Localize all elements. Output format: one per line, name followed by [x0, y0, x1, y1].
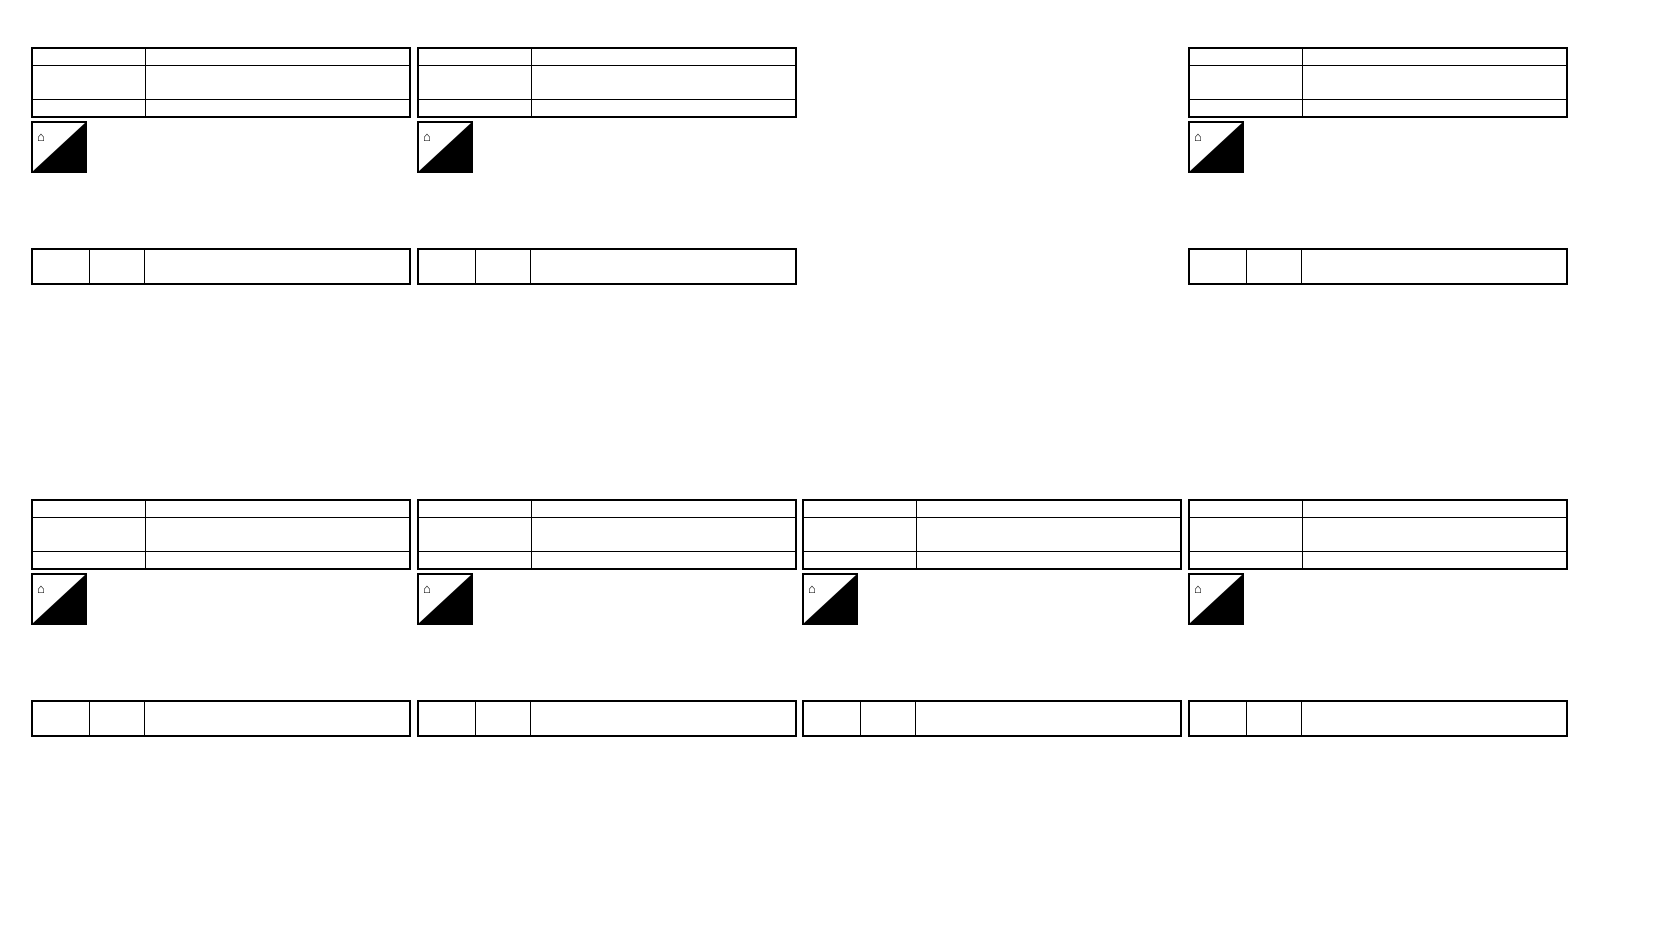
connector-type-label — [418, 100, 532, 118]
connector-name-value — [1303, 518, 1568, 552]
connector-type-label — [418, 552, 532, 570]
terminal-header — [32, 701, 90, 736]
connector-type-value — [146, 100, 411, 118]
connector-panel-m22 — [417, 499, 797, 596]
m7-connector-face — [137, 587, 301, 691]
svg-text:⌂: ⌂ — [37, 581, 45, 596]
connector-header-table — [31, 47, 411, 118]
connector-diagram — [417, 121, 797, 249]
connector-header-table — [1188, 47, 1568, 118]
m6-connector-face — [1294, 135, 1456, 239]
signal-header — [1302, 701, 1568, 736]
connector-type-value — [1303, 100, 1568, 118]
connector-name-label — [32, 518, 146, 552]
color-header — [476, 249, 531, 284]
connector-name-value — [146, 518, 411, 552]
connector-name-value — [917, 518, 1182, 552]
connector-type-value — [532, 552, 797, 570]
svg-text:⌂: ⌂ — [808, 581, 816, 596]
connector-name-value — [146, 66, 411, 100]
terminal-header — [418, 701, 476, 736]
connector-name-label — [418, 518, 532, 552]
connector-no-label — [418, 48, 532, 66]
hs-harness-side-icon — [1188, 573, 1244, 625]
connector-diagram — [1188, 121, 1568, 249]
connector-no-label — [32, 500, 146, 518]
connector-type-value — [146, 552, 411, 570]
terminal-header — [803, 701, 861, 736]
hs-harness-side-icon — [1188, 121, 1244, 173]
signal-header — [531, 249, 797, 284]
color-header — [1247, 701, 1302, 736]
connector-diagram — [31, 121, 411, 249]
connector-header-table — [31, 499, 411, 570]
connector-no-label — [32, 48, 146, 66]
color-header — [861, 701, 916, 736]
connector-name-label — [418, 66, 532, 100]
svg-text:⌂: ⌂ — [37, 129, 45, 144]
signal-table — [31, 248, 411, 285]
connector-name-label — [1189, 66, 1303, 100]
svg-text:⌂: ⌂ — [423, 129, 431, 144]
terminal-header — [1189, 249, 1247, 284]
connector-no-label — [1189, 48, 1303, 66]
connector-diagram — [802, 573, 1182, 701]
signal-header — [1302, 249, 1568, 284]
signal-header — [531, 701, 797, 736]
color-header — [476, 701, 531, 736]
connector-panel-m7 — [31, 499, 411, 596]
m26-connector-face — [1268, 607, 1490, 667]
connector-no-value — [917, 500, 1182, 518]
m1-connector-face — [155, 149, 291, 219]
signal-table — [417, 700, 797, 737]
connector-name-label — [1189, 518, 1303, 552]
terminal-header — [1189, 701, 1247, 736]
signal-table — [802, 700, 1182, 737]
connector-type-value — [1303, 552, 1568, 570]
connector-name-value — [532, 66, 797, 100]
connector-header-table — [1188, 499, 1568, 570]
color-header — [1247, 249, 1302, 284]
color-header — [90, 701, 145, 736]
connector-header-table — [417, 499, 797, 570]
hs-harness-side-icon — [417, 573, 473, 625]
connector-no-value — [532, 48, 797, 66]
connector-diagram — [31, 573, 411, 701]
connector-type-value — [532, 100, 797, 118]
color-header — [90, 249, 145, 284]
connector-no-label — [418, 500, 532, 518]
signal-table — [31, 700, 411, 737]
connector-panel-m26 — [1188, 499, 1568, 596]
connector-type-label — [803, 552, 917, 570]
signal-header — [145, 701, 411, 736]
connector-no-value — [146, 500, 411, 518]
svg-text:⌂: ⌂ — [1194, 129, 1202, 144]
connector-type-value — [917, 552, 1182, 570]
signal-table — [1188, 700, 1568, 737]
hs-harness-side-icon — [31, 573, 87, 625]
connector-no-value — [532, 500, 797, 518]
connector-no-value — [1303, 48, 1568, 66]
connector-no-value — [146, 48, 411, 66]
signal-table — [417, 248, 797, 285]
connector-diagram — [417, 573, 797, 701]
terminal-header — [32, 249, 90, 284]
connector-header-table — [417, 47, 797, 118]
svg-text:⌂: ⌂ — [1194, 581, 1202, 596]
connector-panel-m5 — [417, 47, 797, 144]
connector-type-label — [32, 552, 146, 570]
connector-diagram — [1188, 573, 1568, 701]
signal-header — [916, 701, 1182, 736]
m24-connector-face — [870, 595, 1114, 681]
svg-text:⌂: ⌂ — [423, 581, 431, 596]
hs-harness-side-icon — [802, 573, 858, 625]
connector-no-label — [1189, 500, 1303, 518]
hs-harness-side-icon — [31, 121, 87, 173]
connector-no-value — [1303, 500, 1568, 518]
m22-connector-face — [531, 599, 683, 679]
signal-header — [145, 249, 411, 284]
connector-type-label — [32, 100, 146, 118]
terminal-header — [418, 249, 476, 284]
connector-name-label — [32, 66, 146, 100]
connector-no-label — [803, 500, 917, 518]
signal-table — [1188, 248, 1568, 285]
connector-name-label — [803, 518, 917, 552]
connector-type-label — [1189, 552, 1303, 570]
m5-connector-face — [463, 147, 747, 223]
connector-panel-m1 — [31, 47, 411, 144]
connector-name-value — [532, 518, 797, 552]
connector-header-table — [802, 499, 1182, 570]
connector-panel-m6 — [1188, 47, 1568, 144]
connector-name-value — [1303, 66, 1568, 100]
connector-panel-m24 — [802, 499, 1182, 596]
connector-type-label — [1189, 100, 1303, 118]
